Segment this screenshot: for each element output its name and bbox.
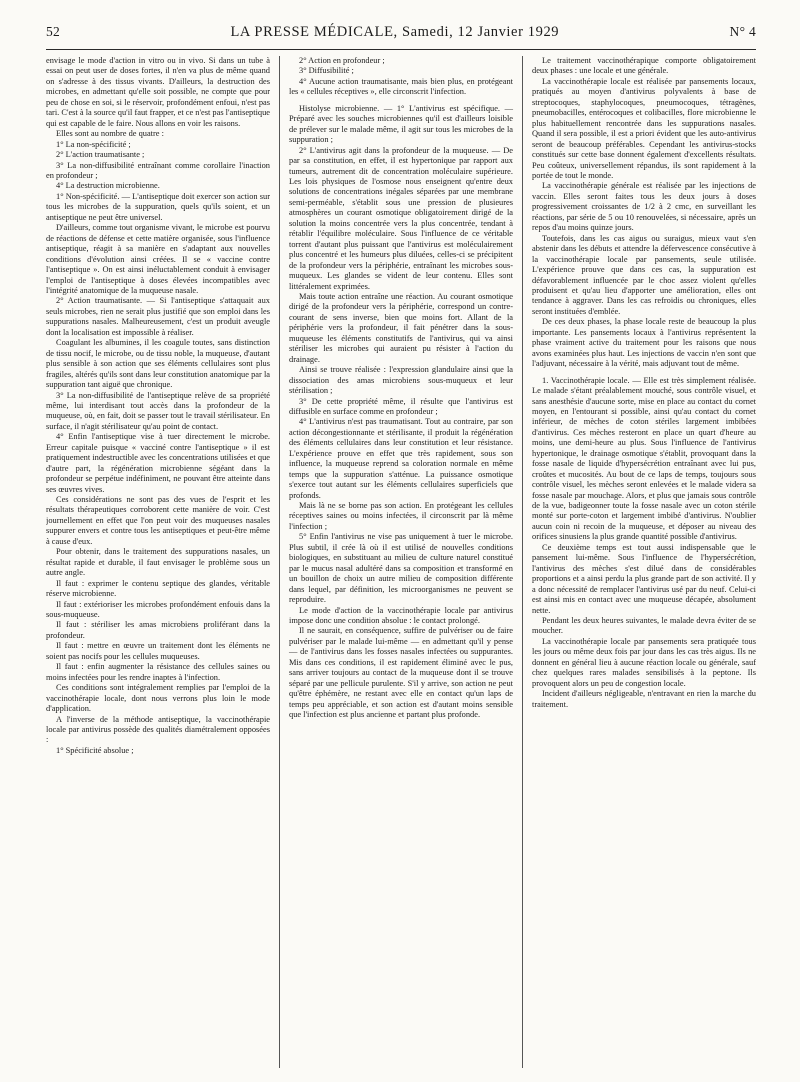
paragraph: 1° Non-spécificité. — L'antiseptique doit exercer son action sur tous les microbes de la suppuration, quels qu'ils soient, et un antiseptique ne peut être universel. [46, 191, 270, 222]
paragraph: La vaccinothérapie locale par pansements sera pratiquée tous les jours ou même deux fois par jour dans les cas très aigus. Ils ne donnent en général lieu à aucune réaction locale ou générale, sauf chez quelques rares malades sensibilisés à la peptone. Ils provoquent alors un peu de congestion locale. [532, 636, 756, 688]
paragraph: 5° Enfin l'antivirus ne vise pas uniquement à tuer le microbe. Plus subtil, il crée là où il est utilisé de nouvelles conditions biologiques, en substituant au milieu de culture naturel constitué par le mucus nasal adultéré dans sa composition et transformé en un bouillon de choix un autre milieu de composition différente dans lequel, par définition, les microorganismes ne peuvent se reproduire. [289, 532, 513, 605]
section-paragraph: 1. Vaccinothérapie locale. — Elle est très simplement réalisée. Le malade s'étant préalablement mouché, sous contrôle visuel, et sans anesthésie d'aucune sorte, mise en place au contact du cornet moyen, en l'entourant si possible, ainsi qu'au contact du cornet inférieur, de mèches de coton stériles largement imbibées d'antivirus. Ces mèches resteront en place un quart d'heure au moins, une demi-heure au plus. Sous l'influence de l'antivirus hypertonique, le drainage osmotique s'établit, provoquant dans la fosse nasale de liquide d'hypersécrétion entraînant avec lui pus, croûtes et mucosités. Au bout de ce laps de temps, toujours sous contrôle visuel, les mèches seront enlevées et le malade videra sa fosse nasale par mouchage. Alors, et plus que jamais sous contrôle de la vue, badigeonner toute la fosse nasale avec un coton stérile monté sur porte-coton et largement imbibé d'antivirus. N'oublier aucun coin ni recoin de la muqueuse, et déposer au niveau des orifices sinusiens la plus grande quantité possible d'antivirus. [532, 375, 756, 542]
paragraph: 3° De cette propriété même, il résulte que l'antivirus est diffusible en surface comme en profondeur ; [289, 396, 513, 416]
column-3 [522, 56, 756, 1068]
paragraph: 4° L'antivirus n'est pas traumatisant. Tout au contraire, par son action décongestionnante et stérilisante, il produit la régénération des éléments cellulaires dans leur constitution et leur résistance. L'expérience prouve en effet que très rapidement, sous son influence, la muqueuse reprend sa coloration normale en même temps que la suppuration s'atténue. La puissance osmotique s'exerce tout autant sur les éléments cellulaires superficiels que profonds. [289, 417, 513, 500]
paragraph: Il faut : stériliser les amas microbiens proliférant dans la profondeur. [46, 620, 270, 640]
paragraph: Il ne saurait, en conséquence, suffire de pulvériser ou de faire pulvériser par le malade lui-même — en admettant qu'il y pense — de l'antivirus dans les fosses nasales infectées ou suppurantes. Mis dans ces conditions, il est rapidement éliminé avec le pus, sans arriver toujours au contact de la muqueuse dont il se trouve séparé par une pellicule purulente. S'il y arrive, son action ne peut qu'être éphémère, ne restant avec elle en contact qu'un laps de temps peu appréciable, et son action est d'autant moins sensible que l'infection est plus ancienne et partant plus profonde. [289, 626, 513, 720]
list-item: 3° Diffusibilité ; [299, 66, 354, 76]
column-2 [279, 56, 522, 1068]
paragraph: D'ailleurs, comme tout organisme vivant, le microbe est pourvu de réactions de défense et cette matière organisée, sous l'influence antiseptique, réagit à sa manière en s'adaptant aux nouvelles conditions d'évolution ainsi créées. Il se « vaccine contre l'antiseptique ». On est ainsi inéluctablement conduit à envisager l'emploi de l'antiseptique à doses élevées incompatibles avec l'intégrité anatomique de la muqueuse nasale. [46, 223, 270, 295]
paragraph: Pendant les deux heures suivantes, le malade devra éviter de se moucher. [532, 616, 756, 636]
paragraph: Il faut : exprimer le contenu septique des glandes, véritable réserve microbienne. [46, 578, 270, 599]
paragraph: Coagulant les albumines, il les coagule toutes, sans distinction de tissu nocif, le microbe, ou de tissu noble, la muqueuse, d'autant plus sensible à son action que ses éléments cellulaires sont plus fragiles, altérés qu'ils sont dans leur constitution anatomique par la suppuration tant aiguë que chronique. [46, 338, 270, 390]
paragraph: Pour obtenir, dans le traitement des suppurations nasales, un résultat rapide et durable, il faut envisager le problème sous un autre angle. [46, 547, 270, 578]
paragraph: Il faut : enfin augmenter la résistance des cellules saines ou moins infectées pour les rendre inaptes à l'infection. [46, 662, 270, 682]
list-item: 1° La non-spécificité ; [56, 139, 131, 149]
paragraph: Ces conditions sont intégralement remplies par l'emploi de la vaccinothérapie locale, dont nous verrons plus loin le mode d'application. [46, 683, 270, 714]
paragraph: La vaccinothérapie locale est réalisée par pansements locaux, pratiqués au moyen d'antivirus polyvalents à base de streptocoques, staphylocoques, pneumocoques, tétragènes, pneumobacilles, entérocoques et colibacilles, flore microbienne le plus habituellement rencontrée dans les suppurations nasales. Quand il sera possible, il est a priori évident que les auto-antivirus seront de beaucoup préférables. Cependant les antivirus-stocks constitués sur cette base donnent également d'excellents résultats. Peu coûteux, universellement répandus, ils sont rapidement à la portée de tout le monde. [532, 76, 756, 180]
paragraph: A l'inverse de la méthode antiseptique, la vaccinothérapie locale par antivirus possède des qualités diamétralement opposées : [46, 714, 270, 745]
paragraph: Ainsi se trouve réalisée : l'expression glandulaire ainsi que la dissociation des amas microbiens sous-muqueux et leur stérilisation ; [289, 365, 513, 396]
list-item: 4° Aucune action traumatisante, mais bien plus, en protégeant les « cellules réceptives », elle circonscrit l'infection. [289, 76, 513, 97]
paragraph: Ces considérations ne sont pas des vues de l'esprit et les résultats thérapeutiques corroborent cette manière de voir. C'est journellement en effet que l'on peut voir des muqueuses nasales suppurer envers et contre tous les antiseptiques et peut-être même à cause d'eux. [46, 495, 270, 546]
paragraph: Mais là ne se borne pas son action. En protégeant les cellules réceptives saines ou moins infectées, il circonscrit par là même l'infection ; [289, 501, 513, 531]
paragraph: La vaccinothérapie générale est réalisée par les injections de vaccin. Elles seront faites tous les deux jours à doses progressivement croissantes de 1/2 à 2 cmc, en surveillant les réactions, par série de 5 ou 10 renouvelées, si nécessaire, après un repos d'au moins quinze jours. [532, 181, 756, 233]
page-header [46, 24, 756, 50]
paragraph: Le mode d'action de la vaccinothérapie locale par antivirus impose donc une condition absolue : le contact prolongé. [289, 605, 513, 626]
paragraph: Mais toute action entraîne une réaction. Au courant osmotique dirigé de la profondeur vers la périphérie, correspond un contre-courant de sens inverse, bien que moins fort. Allant de la périphérie vers la profondeur, il fait pénétrer dans la sous-muqueuse les éléments constitutifs de l'antivirus, qui va ainsi stériliser les microbes qui auraient pu résister à l'action du drainage. [289, 291, 513, 364]
list-item: 3° La non-diffusibilité entraînant comme corollaire l'inaction en profondeur ; [46, 160, 270, 180]
paragraph: Ce deuxième temps est tout aussi indispensable que le pansement lui-même. Sous l'influence de l'hypersécrétion, l'antivirus des mèches s'est dilué dans de considérables proportions et a ainsi perdu la plus grande part de son activité. Il y a donc nécessité de remplacer l'antivirus usé par du neuf. Celui-ci est ainsi mis en contact avec une muqueuse décapée, absolument nette. [532, 542, 756, 615]
list-item: 2° Action en profondeur ; [299, 56, 385, 65]
paragraph: Le traitement vaccinothérapique comporte obligatoirement deux phases : une locale et une générale. [532, 56, 756, 76]
paragraph: 2° Action traumatisante. — Si l'antiseptique s'attaquait aux seuls microbes, rien ne serait plus justifié que son emploi dans les suppurations nasales. Malheureusement, c'est un produit aveugle dont la localisation est impossible à réaliser. [46, 296, 270, 337]
paragraph: 4° Enfin l'antiseptique vise à tuer directement le microbe. Erreur capitale puisque « vacciné contre l'antiseptique » il est pratiquement indestructible avec les concentrations utilisées et que d'autre part, la régénération microbienne ségéant dans la profondeur se perpétue indéfiniment, ne pouvant être atteinte dans ses œuvres vives. [46, 432, 270, 494]
paragraph: De ces deux phases, la phase locale reste de beaucoup la plus importante. Les pansements locaux à l'antivirus représentent la phase vraiment active du traitement pour les raisons que nous avons examinées plus haut. Les injections de vaccin n'en sont que l'adjuvant, nécessaire à la vérité, mais adjuvant tout de même. [532, 317, 756, 369]
paragraph: 3° La non-diffusibilité de l'antiseptique relève de sa propriété même, lui interdisant tout accès dans la profondeur de la muqueuse, où, en fait, doit se passer tout le travail stérilisateur. En surface, il n'agit stérilisateur qu'au point de contact. [46, 390, 270, 431]
article-columns [46, 56, 756, 1068]
list-item: 4° La destruction microbienne. [56, 181, 160, 191]
paragraph: Toutefois, dans les cas aigus ou suraigus, mieux vaut s'en abstenir dans les débuts et attendre la défervescence consécutive à la vaccinothérapie locale par pansements, seule utilisée. L'expérience prouve que dans ces cas, la suppuration est défavorablement influencée par le choc assez violent qu'elles produisent et qu'au lieu d'apporter une amélioration, elles ont tendance à aggraver. Dans les cas refroidis ou chroniques, elles seront instituées d'emblée. [532, 233, 756, 316]
paragraph: Il faut : mettre en œuvre un traitement dont les éléments ne soient pas nocifs pour les cellules muqueuses. [46, 641, 270, 661]
column-1 [46, 56, 279, 1068]
issue-number: N° 4 [729, 24, 756, 39]
paragraph: Il faut : extérioriser les microbes profondément enfouis dans la sous-muqueuse. [46, 599, 270, 620]
list-item: 1° Spécificité absolue ; [56, 745, 134, 755]
paragraph: Elles sont au nombre de quatre : [56, 129, 164, 139]
journal-title: LA PRESSE MÉDICALE, Samedi, 12 Janvier 1929 [230, 24, 560, 40]
page-number: 52 [46, 24, 61, 39]
paragraph: Incident d'ailleurs négligeable, n'entravant en rien la marche du traitement. [532, 689, 756, 709]
paragraph: 2° L'antivirus agit dans la profondeur de la muqueuse. — De par sa constitution, en effet, il est hypertonique par rapport aux tumeurs, autrement dit de concentration moléculaire supérieure. Les lois physiques de l'osmose nous enseignent qu'entre deux solutions de concentrations inégales séparées par une membrane semi-perméable, s'établit sous une pression de plusieures atmosphères un courant osmotique obligatoirement dirigé de la solution la moins concentrée vers la plus concentrée, tendant à rétablir l'équilibre moléculaire. Sous l'influence de ce véritable torrent d'autant plus puissant que l'antivirus est moléculairement plus concentré et les humeurs plus diluées, celles-ci se précipitent de la profondeur vers la périphérie, entraînant les microbes sous-muqueux. Les glandes se vident de leur contenu. Elles sont littéralement exprimées. [289, 145, 513, 291]
paragraph: envisage le mode d'action in vitro ou in vivo. Si dans un tube à essai on peut user de doses fortes, il n'en va plus de même quand on s'adresse à des tissus vivants. D'ailleurs, la destruction des microbes, en admettant qu'elle soit possible, ne compte que pour peu de chose en soi, si le réservoir, profondément enfoui, n'est pas tari. C'est à la source qu'il faut frapper, et ce n'est pas l'antiseptique qui est capable de le faire. Nous allons en voir les raisons. [46, 56, 270, 128]
section-paragraph: Histolyse microbienne. — 1° L'antivirus est spécifique. — Préparé avec les souches microbiennes qu'il est d'ailleurs loisible de prélever sur le malade même, il agit sur tous les microbes de la suppuration ; [289, 103, 513, 145]
list-item: 2° L'action traumatisante ; [56, 150, 145, 160]
